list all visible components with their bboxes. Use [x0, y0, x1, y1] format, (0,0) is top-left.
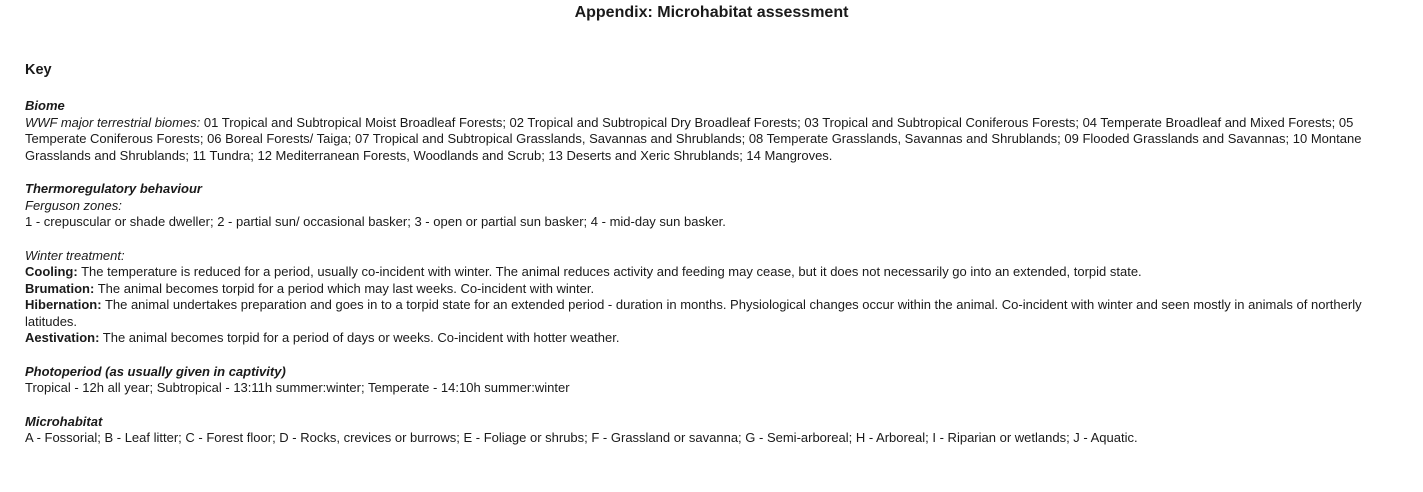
page-title: Appendix: Microhabitat assessment [574, 4, 849, 21]
microhabitat-section [25, 414, 1415, 447]
winter-item-brumation [25, 281, 1415, 298]
winter-desc: The animal becomes torpid for a period which may last weeks. Co-incident with winter. [94, 280, 595, 296]
biome-intro: WWF major terrestrial biomes: [25, 114, 201, 130]
winter-term: Aestivation: [25, 330, 100, 345]
winter-desc: The animal becomes torpid for a period of days or weeks. Co-incident with hotter weather. [99, 330, 620, 345]
winter-item-aestivation [25, 330, 1415, 347]
document-body [25, 60, 1415, 447]
photoperiod-section [25, 364, 1415, 397]
ferguson-label: Ferguson zones: [25, 197, 122, 213]
biome-section [25, 98, 1415, 164]
winter-section [25, 248, 1415, 347]
key-heading: Key [25, 62, 52, 78]
thermoregulatory-section [25, 181, 1415, 231]
thermo-heading: Thermoregulatory behaviour [25, 181, 202, 196]
winter-desc: The animal undertakes preparation and goes in to a torpid state for an extended period - duration in months. Physiological changes occur within the animal. Co-incident with winter and seen mostly in animals of northerly latitudes. [25, 297, 1362, 329]
photoperiod-heading: Photoperiod (as usually given in captivity) [25, 363, 286, 379]
biome-text [25, 115, 1415, 165]
winter-desc: The temperature is reduced for a period, usually co-incident with winter. The animal reduces activity and feeding may cease, but it does not necessarily go into an extended, torpid state. [77, 264, 1142, 279]
ferguson-text: 1 - crepuscular or shade dweller; 2 - partial sun/ occasional basker; 3 - open or partial sun basker; 4 - mid-day sun basker. [25, 214, 726, 229]
winter-label: Winter treatment: [25, 247, 125, 263]
microhabitat-text: A - Fossorial; B - Leaf litter; C - Forest floor; D - Rocks, crevices or burrows; E - Foliage or shrubs; F - Grassland or savanna; G - Semi-arboreal; H - Arboreal; I - Riparian or wetlands; J - Aquatic. [25, 430, 1138, 445]
winter-term: Brumation: [25, 280, 95, 296]
winter-item-hibernation [25, 297, 1415, 330]
winter-item-cooling [25, 264, 1415, 281]
microhabitat-heading: Microhabitat [25, 413, 103, 429]
winter-term: Cooling: [25, 264, 78, 279]
photoperiod-text: Tropical - 12h all year; Subtropical - 13:11h summer:winter; Temperate - 14:10h summer:winter [25, 380, 570, 395]
biome-heading: Biome [25, 98, 65, 113]
biome-list: 01 Tropical and Subtropical Moist Broadleaf Forests; 02 Tropical and Subtropical Dry Broadleaf Forests; 03 Tropical and Subtropical Coniferous Forests; 04 Temperate Broadleaf and Mixed Forests; 05 Temperate Coniferous Forests; 06 Boreal Forests/ Taiga; 07 Tropical and Subtropical Grasslands, Savannas and Shrublands; 08 Temperate Grasslands, Savannas and Shrublands; 09 Flooded Grasslands and Savannas; 10 Montane Grasslands and Shrublands; 11 Tundra; 12 Mediterranean Forests, Woodlands and Scrub; 13 Deserts and Xeric Shrublands; 14 Mangroves. [25, 114, 1362, 163]
winter-term: Hibernation: [25, 297, 102, 312]
